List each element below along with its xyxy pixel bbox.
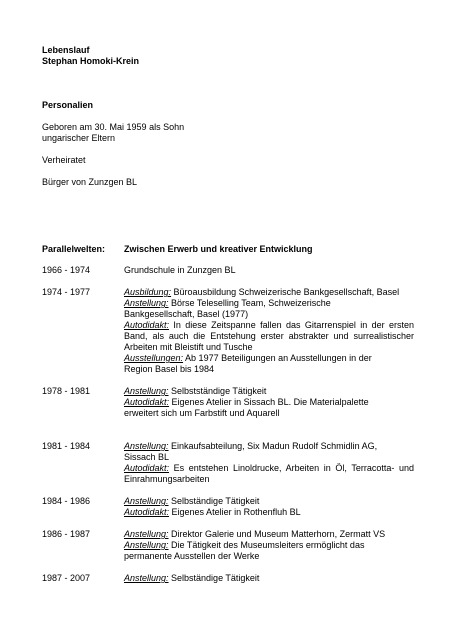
entry-line (124, 540, 364, 551)
entry-date: 1978 - 1981 (42, 386, 91, 396)
birth-line-1: Geboren am 30. Mai 1959 als Sohn (42, 122, 185, 132)
entry-line-text: Sissach BL (124, 452, 170, 462)
entry-line-label: Anstellung: (124, 298, 169, 308)
entry-line-text: Band, als auch die Entstehung erster abstrakter und surrealistischer (124, 331, 414, 341)
entry-date: 1966 - 1974 (42, 265, 91, 275)
entry-line (124, 397, 369, 408)
cv-title: Lebenslauf (42, 45, 90, 55)
entry-line (124, 507, 301, 518)
entry-line-label: Anstellung: (124, 496, 169, 506)
entry-line-text: Die Tätigkeit des Museumsleiters ermöglicht das (168, 540, 365, 550)
entry-line (124, 529, 385, 540)
entry-line-text: Bankgesellschaft, Basel (1977) (124, 309, 249, 319)
entry-line-text: Region Basel bis 1984 (124, 364, 215, 374)
entry-line-label: Anstellung: (124, 529, 169, 539)
entry-line-text: Eigenes Atelier in Sissach BL. Die Materialpalette (169, 397, 369, 407)
entry-line (124, 474, 210, 485)
marital-status: Verheiratet (42, 155, 86, 165)
entry-line-label: Anstellung: (124, 573, 169, 583)
entry-line-text: Selbständige Tätigkeit (168, 573, 260, 583)
citizenship: Bürger von Zunzgen BL (42, 177, 138, 187)
entry-line-label: Anstellung: (124, 540, 169, 550)
entry-line (124, 551, 259, 562)
entry-line-text: Ab 1977 Beteiligungen an Ausstellungen in der (183, 353, 372, 363)
entry-line (124, 386, 266, 397)
entry-line (124, 265, 236, 276)
entry-line (124, 463, 414, 474)
entry-line-label: Autodidakt: (124, 507, 170, 517)
birth-line-2: ungarischer Eltern (42, 133, 116, 143)
entry-line-text: Grundschule in Zunzgen BL (124, 265, 236, 275)
entry-line-text: Büroausbildung Schweizerische Bankgesellschaft, Basel (171, 287, 400, 297)
entry-line (124, 408, 280, 419)
entry-line-text: Arbeiten mit Bleistift und Tusche (124, 342, 253, 352)
entry-date: 1974 - 1977 (42, 287, 91, 297)
entry-line (124, 320, 414, 331)
entry-line (124, 573, 259, 584)
entry-line (124, 441, 377, 452)
entry-line-text: In diese Zeitspanne fallen das Gitarrenspiel in der ersten (169, 320, 414, 330)
entry-line-text: Einrahmungsarbeiten (124, 474, 210, 484)
entry-line (124, 353, 372, 364)
entry-line-text: erweitert sich um Farbstift und Aquarell (124, 408, 280, 418)
entry-date: 1986 - 1987 (42, 529, 91, 539)
entry-line-text: Einkaufsabteilung, Six Madun Rudolf Schmidlin AG, (168, 441, 378, 451)
entry-line (124, 331, 414, 342)
entry-date: 1981 - 1984 (42, 441, 91, 451)
entry-date: 1984 - 1986 (42, 496, 91, 506)
entry-line-label: Ausstellungen: (124, 353, 184, 363)
entry-line (124, 342, 253, 353)
entry-line (124, 287, 399, 298)
entry-line-label: Autodidakt: (124, 320, 170, 330)
entry-line (124, 452, 169, 463)
entry-line (124, 364, 214, 375)
entry-line-text: permanente Ausstellen der Werke (124, 551, 260, 561)
entry-line-text: Börse Teleselling Team, Schweizerische (168, 298, 331, 308)
section-title: Zwischen Erwerb und kreativer Entwicklung (124, 244, 313, 254)
personalien-heading: Personalien (42, 100, 94, 110)
entry-line-label: Autodidakt: (124, 397, 170, 407)
section-label: Parallelwelten: (42, 244, 106, 254)
entry-line-text: Selbständige Tätigkeit (168, 496, 260, 506)
entry-line-label: Autodidakt: (124, 463, 170, 473)
entry-line (124, 298, 331, 309)
entry-line-text: Es entstehen Linoldrucke, Arbeiten in Öl, Terracotta- und (169, 463, 414, 473)
entry-line-label: Anstellung: (124, 441, 169, 451)
person-name: Stephan Homoki-Krein (42, 56, 140, 66)
entry-line (124, 496, 259, 507)
entry-date: 1987 - 2007 (42, 573, 91, 583)
entry-line-text: Direktor Galerie und Museum Matterhorn, Zermatt VS (168, 529, 386, 539)
entry-line-label: Ausbildung: (124, 287, 172, 297)
entry-line (124, 309, 248, 320)
entry-line-text: Selbstständige Tätigkeit (168, 386, 267, 396)
entry-line-text: Eigenes Atelier in Rothenfluh BL (169, 507, 301, 517)
entry-line-label: Anstellung: (124, 386, 169, 396)
